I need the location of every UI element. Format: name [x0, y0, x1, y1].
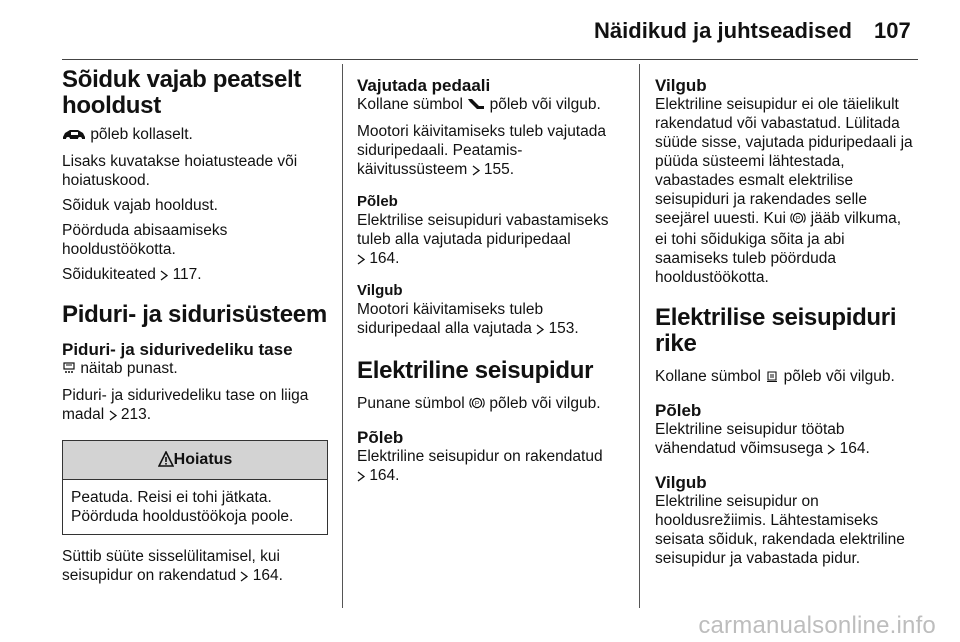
subsection-title: Vilgub — [655, 76, 707, 95]
paragraph: Sõiduk vajab hooldust. — [62, 197, 218, 214]
paragraph — [357, 447, 623, 487]
subsection-title: Põleb — [655, 401, 702, 420]
page-ref-arrow-icon — [357, 468, 365, 487]
page-ref-arrow-icon — [536, 321, 544, 340]
text-line: Mootori käivitamiseks tuleb — [357, 301, 544, 318]
page-ref[interactable]: 153. — [548, 320, 579, 337]
page-ref-arrow-icon — [109, 407, 117, 426]
page-ref-arrow-icon — [827, 441, 835, 460]
paragraph — [655, 420, 923, 460]
paragraph — [357, 394, 623, 415]
paragraph — [357, 95, 623, 116]
paragraph — [62, 547, 328, 587]
page-number: 107 — [874, 18, 911, 43]
text-line: Lisaks kuvatakse hoiatusteade või — [62, 153, 298, 170]
paragraph — [655, 492, 923, 568]
paragraph — [62, 152, 328, 190]
header-rule — [62, 59, 918, 60]
watermark: carmanualsonline.info — [698, 612, 936, 639]
warning-text: Peatuda. Reisi ei tohi jätkata. — [71, 489, 272, 506]
page-ref[interactable]: 117. — [172, 266, 202, 283]
paragraph — [62, 386, 328, 426]
paragraph — [357, 300, 623, 340]
paragraph — [62, 221, 328, 259]
subsection-title: Põleb — [357, 428, 404, 447]
parking-brake-icon — [469, 396, 485, 415]
pedal-icon — [467, 97, 485, 116]
section-title-line: Sõiduk vajab peatselt — [62, 66, 302, 93]
text-line: hooldustöökotta. — [62, 241, 176, 258]
text-line: Punane sümbol — [357, 395, 465, 412]
text-line: seisupidur on rakendatud — [62, 567, 237, 584]
section-title-line: hooldust — [62, 92, 161, 119]
text-line: rakendatud või vabastatud. Lülitada — [655, 115, 900, 132]
column-1 — [62, 64, 328, 587]
page-header-title: Näidikud ja juhtseadised — [594, 18, 852, 43]
text-line: jääb vilkuma, — [810, 210, 902, 227]
paragraph-text: põleb kollaselt. — [90, 126, 193, 143]
subsection-title: Vilgub — [655, 473, 707, 492]
paragraph-text: näitab punast. — [80, 360, 178, 377]
paragraph — [62, 359, 328, 380]
page-ref-arrow-icon — [160, 267, 168, 286]
page-ref-arrow-icon — [357, 251, 365, 270]
text-line: Kollane sümbol — [655, 368, 761, 385]
svg-text:P: P — [474, 400, 480, 408]
text-line: hooldusrežiimis. Lähtestamiseks — [655, 512, 879, 529]
subsection-title: Vilgub — [357, 282, 403, 299]
column-3 — [655, 64, 923, 568]
brake-fluid-icon — [62, 361, 76, 380]
text-line: seisupidur ja vabastada pidur. — [655, 550, 861, 567]
text-line: seisata sõiduk, rakendada elektriline — [655, 531, 905, 548]
text-line: Mootori käivitamiseks tuleb vajutada — [357, 123, 606, 140]
paragraph — [62, 265, 328, 286]
text-line: põleb või vilgub. — [489, 96, 601, 113]
text-line: Süttib süüte sisselülitamisel, kui — [62, 548, 280, 565]
text-line: põleb või vilgub. — [489, 395, 601, 412]
paragraph — [655, 367, 923, 388]
paragraph — [62, 125, 328, 146]
text-line: hooldustöökotta. — [655, 269, 769, 286]
parking-brake-icon — [790, 211, 806, 230]
page-ref[interactable]: 164. — [252, 567, 283, 584]
car-service-icon — [62, 127, 86, 146]
subsection-title: Põleb — [357, 193, 398, 210]
text-line: Kollane sümbol — [357, 96, 463, 113]
page-ref-arrow-icon — [240, 568, 248, 587]
paragraph — [357, 122, 623, 181]
text-line: Elektrilise seisupiduri vabastamiseks — [357, 212, 609, 229]
text-line: saamiseks tuleb pöörduda — [655, 250, 836, 267]
text-line: Piduri- ja sidurivedeliku tase on liiga — [62, 387, 309, 404]
section-title-service — [62, 67, 328, 119]
text-line: seisupiduri ja rakendades selle — [655, 191, 867, 208]
subsection-title: Piduri- ja sidurivedeliku tase — [62, 340, 293, 359]
section-title-brake: Piduri- ja sidurisüsteem — [62, 301, 327, 328]
page-ref[interactable]: 164. — [839, 440, 870, 457]
section-title-epb-fault: Elektrilise seisupiduri rike — [655, 304, 897, 357]
text-line: vähendatud võimsusega — [655, 440, 824, 457]
warning-text: Pöörduda hooldustöökoja poole. — [71, 508, 294, 525]
text-line: Elektriline seisupidur ei ole täielikult — [655, 96, 899, 113]
paragraph — [655, 95, 923, 287]
text-line: põleb või vilgub. — [783, 368, 895, 385]
text-line: käivitussüsteem — [357, 161, 468, 178]
text-line: Sõidukiteated — [62, 266, 156, 283]
text-line: Pöörduda abisaamiseks — [62, 222, 228, 239]
epb-fault-icon — [765, 369, 779, 388]
column-divider-1 — [342, 64, 343, 608]
page-ref[interactable]: 164. — [369, 467, 400, 484]
text-line: tuleb alla vajutada piduripedaal — [357, 231, 571, 248]
text-line: siduripedaali. Peatamis- — [357, 142, 523, 159]
page-ref[interactable]: 155. — [483, 161, 515, 178]
text-line: Elektriline seisupidur töötab — [655, 421, 845, 438]
column-2 — [357, 64, 623, 487]
svg-text:P: P — [796, 215, 801, 223]
section-title-epb: Elektriline seisupidur — [357, 357, 594, 384]
text-line: vabastades esmalt elektrilise — [655, 172, 854, 189]
page-ref[interactable]: 164. — [369, 250, 400, 267]
page-ref[interactable]: 213. — [120, 406, 152, 423]
warning-title: Hoiatus — [173, 451, 233, 468]
paragraph — [357, 211, 623, 270]
text-line: Elektriline seisupidur on rakendatud — [357, 448, 603, 465]
warning-header — [63, 441, 327, 480]
text-line: Elektriline seisupidur on — [655, 493, 819, 510]
text-line: ei tohi sõidukiga sõita ja abi — [655, 231, 845, 248]
text-line: hoiatuskood. — [62, 172, 150, 189]
warning-body — [63, 480, 327, 534]
warning-triangle-icon — [158, 444, 174, 482]
text-line: siduripedaal alla vajutada — [357, 320, 532, 337]
text-line: püüda süsteemi lähtestada, — [655, 153, 845, 170]
text-line: seejärel uuesti. Kui — [655, 210, 786, 227]
warning-box — [62, 440, 328, 535]
text-line: madal — [62, 406, 105, 423]
column-divider-2 — [639, 64, 640, 608]
section-title-pedal: Vajutada pedaali — [357, 76, 491, 95]
page-ref-arrow-icon — [472, 162, 480, 181]
text-line: süüde sisse, vajutada piduripedaali ja — [655, 134, 913, 151]
